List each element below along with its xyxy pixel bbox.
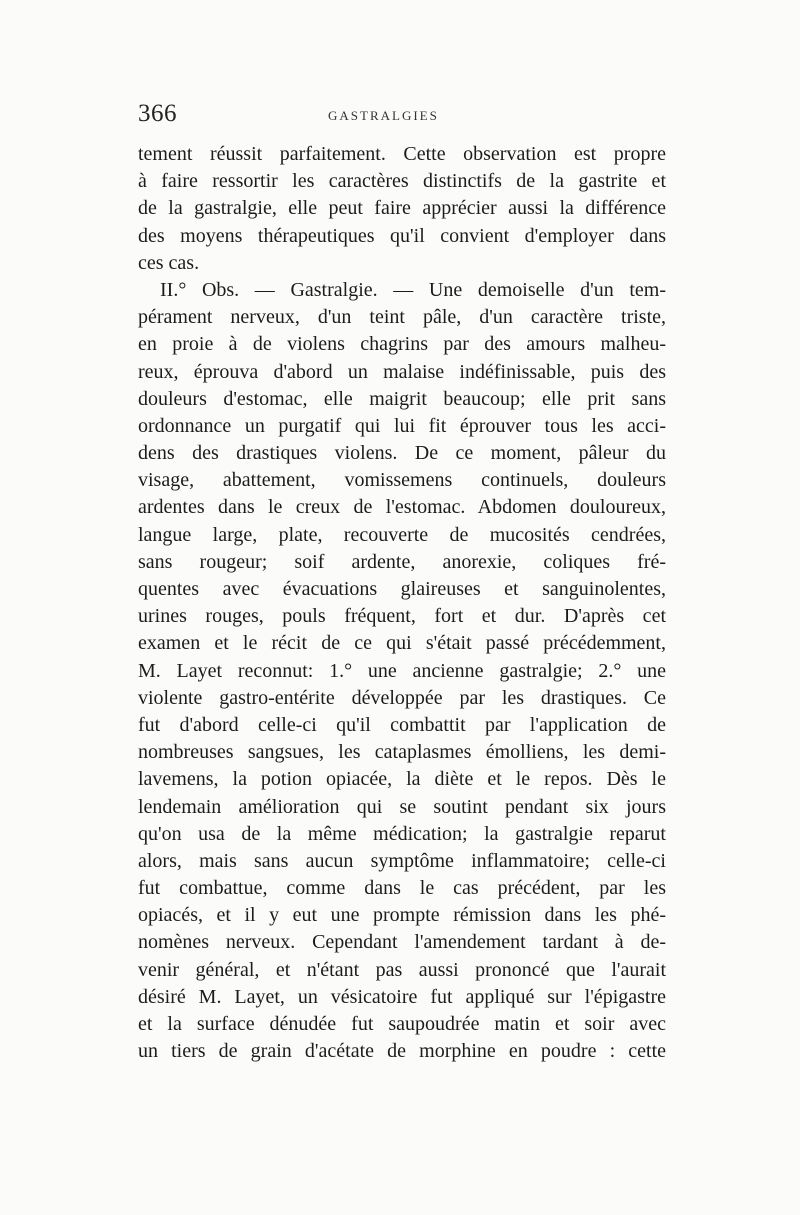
text-line: des moyens thérapeutiques qu'il convient d'employer dans [138,224,666,247]
text-line: désiré M. Layet, un vésicatoire fut appliqué sur l'épigastre [138,985,666,1008]
text-line: lendemain amélioration qui se soutint pendant six jours [138,795,666,818]
text-line: quentes avec évacuations glaireuses et sanguinolentes, [138,578,666,600]
text-line: douleurs d'estomac, elle maigrit beaucoup; elle prit sans [138,387,666,410]
text-line: ces cas. [138,251,200,274]
text-line: langue large, plate, recouverte de mucosités cendrées, [138,523,666,546]
page-number: 366 [138,100,177,127]
text-line: venir général, et n'étant pas aussi prononcé que l'aurait [138,958,666,981]
text-line: visage, abattement, vomissemens continuels, douleurs [138,469,666,492]
body-text [138,141,666,1065]
text-line: II.° Obs. — Gastralgie. — Une demoiselle d'un tem- [160,278,666,301]
text-line: violente gastro-entérite développée par les drastiques. Ce [138,686,666,709]
text-line: en proie à de violens chagrins par des amours malheu- [138,333,666,356]
text-line: fut combattue, comme dans le cas précédent, par les [138,877,666,900]
text-line: qu'on usa de la même médication; la gastralgie reparut [138,822,666,845]
text-line: ardentes dans le creux de l'estomac. Abdomen douloureux, [138,496,666,519]
text-line: urines rouges, pouls fréquent, fort et dur. D'après cet [138,605,666,628]
text-line: un tiers de grain d'acétate de morphine en poudre : cette [138,1040,666,1063]
text-line: examen et le récit de ce qui s'était passé précédemment, [138,632,666,655]
text-line: à faire ressortir les caractères distinctifs de la gastrite et [138,170,666,193]
text-line: sans rougeur; soif ardente, anorexie, coliques fré- [138,550,666,573]
running-title: GASTRALGIES [328,108,439,123]
text-line: opiacés, et il y eut une prompte rémission dans les phé- [138,904,666,927]
text-line: tement réussit parfaitement. Cette observation est propre [138,143,666,165]
text-line: de la gastralgie, elle peut faire apprécier aussi la différence [138,197,666,220]
running-head [138,100,668,130]
text-line: nombreuses sangsues, les cataplasmes émolliens, les demi- [138,741,666,764]
text-line: fut d'abord celle-ci qu'il combattit par l'application de [138,713,666,736]
text-line: ordonnance un purgatif qui lui fit éprouver tous les acci- [138,414,666,437]
text-line: reux, éprouva d'abord un malaise indéfinissable, puis des [138,360,666,383]
text-line: nomènes nerveux. Cependant l'amendement tardant à de- [138,931,666,954]
text-line: et la surface dénudée fut saupoudrée matin et soir avec [138,1013,666,1035]
text-line: M. Layet reconnut: 1.° une ancienne gastralgie; 2.° une [138,659,666,682]
text-line: pérament nerveux, d'un teint pâle, d'un caractère triste, [138,306,666,329]
text-line: alors, mais sans aucun symptôme inflammatoire; celle-ci [138,849,666,872]
text-line: dens des drastiques violens. De ce moment, pâleur du [138,442,666,465]
text-line: lavemens, la potion opiacée, la diète et le repos. Dès le [138,768,666,791]
